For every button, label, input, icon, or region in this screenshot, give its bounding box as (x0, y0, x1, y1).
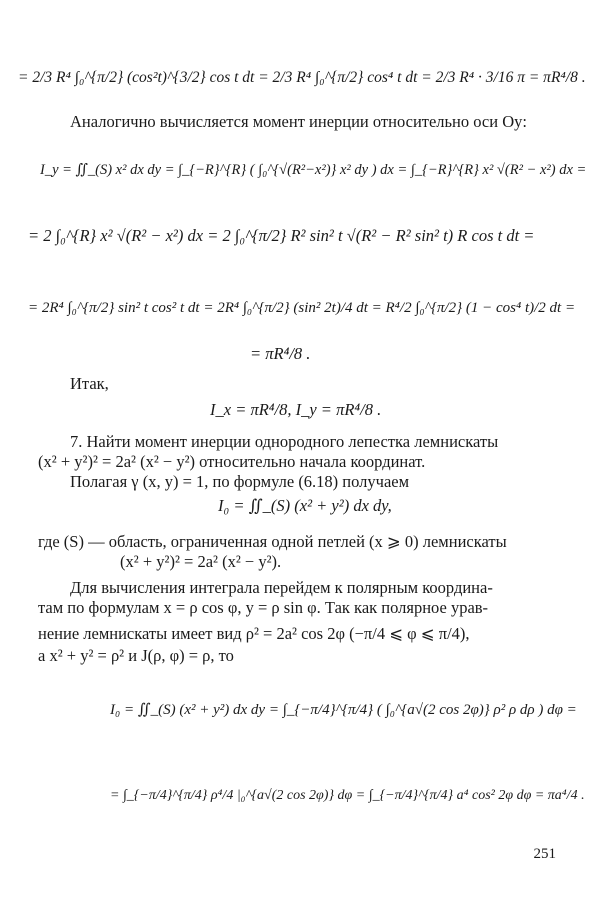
equation-moment-x-result: = 2/3 R⁴ ∫₀^{π/2} (cos²t)^{3/2} cos t dt = 2/3 R⁴ ∫₀^{π/2} cos⁴ t dt = 2/3 R⁴ · 3/16 π = πR⁴/8 . (18, 69, 586, 86)
paragraph-moment-y-intro: Аналогично вычисляется момент инерции относительно оси Oy: (70, 112, 527, 131)
paragraph-lemniscate-equation: (x² + y²)² = 2a² (x² − y²). (120, 552, 282, 571)
equation-moment-y-step2: = 2 ∫₀^{R} x² √(R² − x²) dx = 2 ∫₀^{π/2} R² sin² t √(R² − R² sin² t) R cos t dt = (28, 226, 535, 245)
problem-7-lemniscate: (x² + y²)² = 2a² (x² − y²) относительно начала координат. (38, 452, 426, 471)
paragraph-polar-intro-4: а x² + y² = ρ² и J(ρ, φ) = ρ, то (38, 646, 234, 665)
paragraph-setting-gamma: Полагая γ (x, y) = 1, по формуле (6.18) получаем (70, 472, 410, 491)
equation-i0-result: = ∫_{−π/4}^{π/4} ρ⁴/4 |₀^{a√(2 cos 2φ)} dφ = ∫_{−π/4}^{π/4} a⁴ cos² 2φ dφ = πa⁴/4 . (110, 788, 585, 803)
equation-summary: I_x = πR⁴/8, I_y = πR⁴/8 . (210, 400, 382, 419)
paragraph-itak: Итак, (70, 374, 109, 393)
paragraph-polar-intro-3: нение лемнискаты имеет вид ρ² = 2a² cos 2φ (−π/4 ⩽ φ ⩽ π/4), (38, 624, 470, 643)
page-number: 251 (533, 846, 556, 862)
equation-moment-y-step1: I_y = ∬_(S) x² dx dy = ∫_{−R}^{R} ( ∫₀^{√(R²−x²)} x² dy ) dx = ∫_{−R}^{R} x² √(R² − x²) dx = (40, 162, 587, 178)
equation-moment-y-result: = πR⁴/8 . (250, 344, 311, 363)
equation-i0-definition: I₀ = ∬_(S) (x² + y²) dx dy, (218, 496, 392, 515)
equation-i0-polar: I₀ = ∬_(S) (x² + y²) dx dy = ∫_{−π/4}^{π/4} ( ∫₀^{a√(2 cos 2φ)} ρ² ρ dρ ) dφ = (110, 702, 577, 718)
paragraph-polar-intro-1: Для вычисления интеграла перейдем к полярным координа- (70, 578, 493, 597)
paragraph-region-description: где (S) — область, ограниченная одной петлей (x ⩾ 0) лемнискаты (38, 532, 507, 551)
equation-moment-y-step3: = 2R⁴ ∫₀^{π/2} sin² t cos² t dt = 2R⁴ ∫₀^{π/2} (sin² 2t)/4 dt = R⁴/2 ∫₀^{π/2} (1 − cos⁴ t)/2 dt = (28, 300, 576, 316)
paragraph-polar-intro-2: там по формулам x = ρ cos φ, y = ρ sin φ. Так как полярное урав- (38, 598, 489, 617)
problem-7-statement: 7. Найти момент инерции однородного лепестка лемнискаты (70, 432, 499, 451)
